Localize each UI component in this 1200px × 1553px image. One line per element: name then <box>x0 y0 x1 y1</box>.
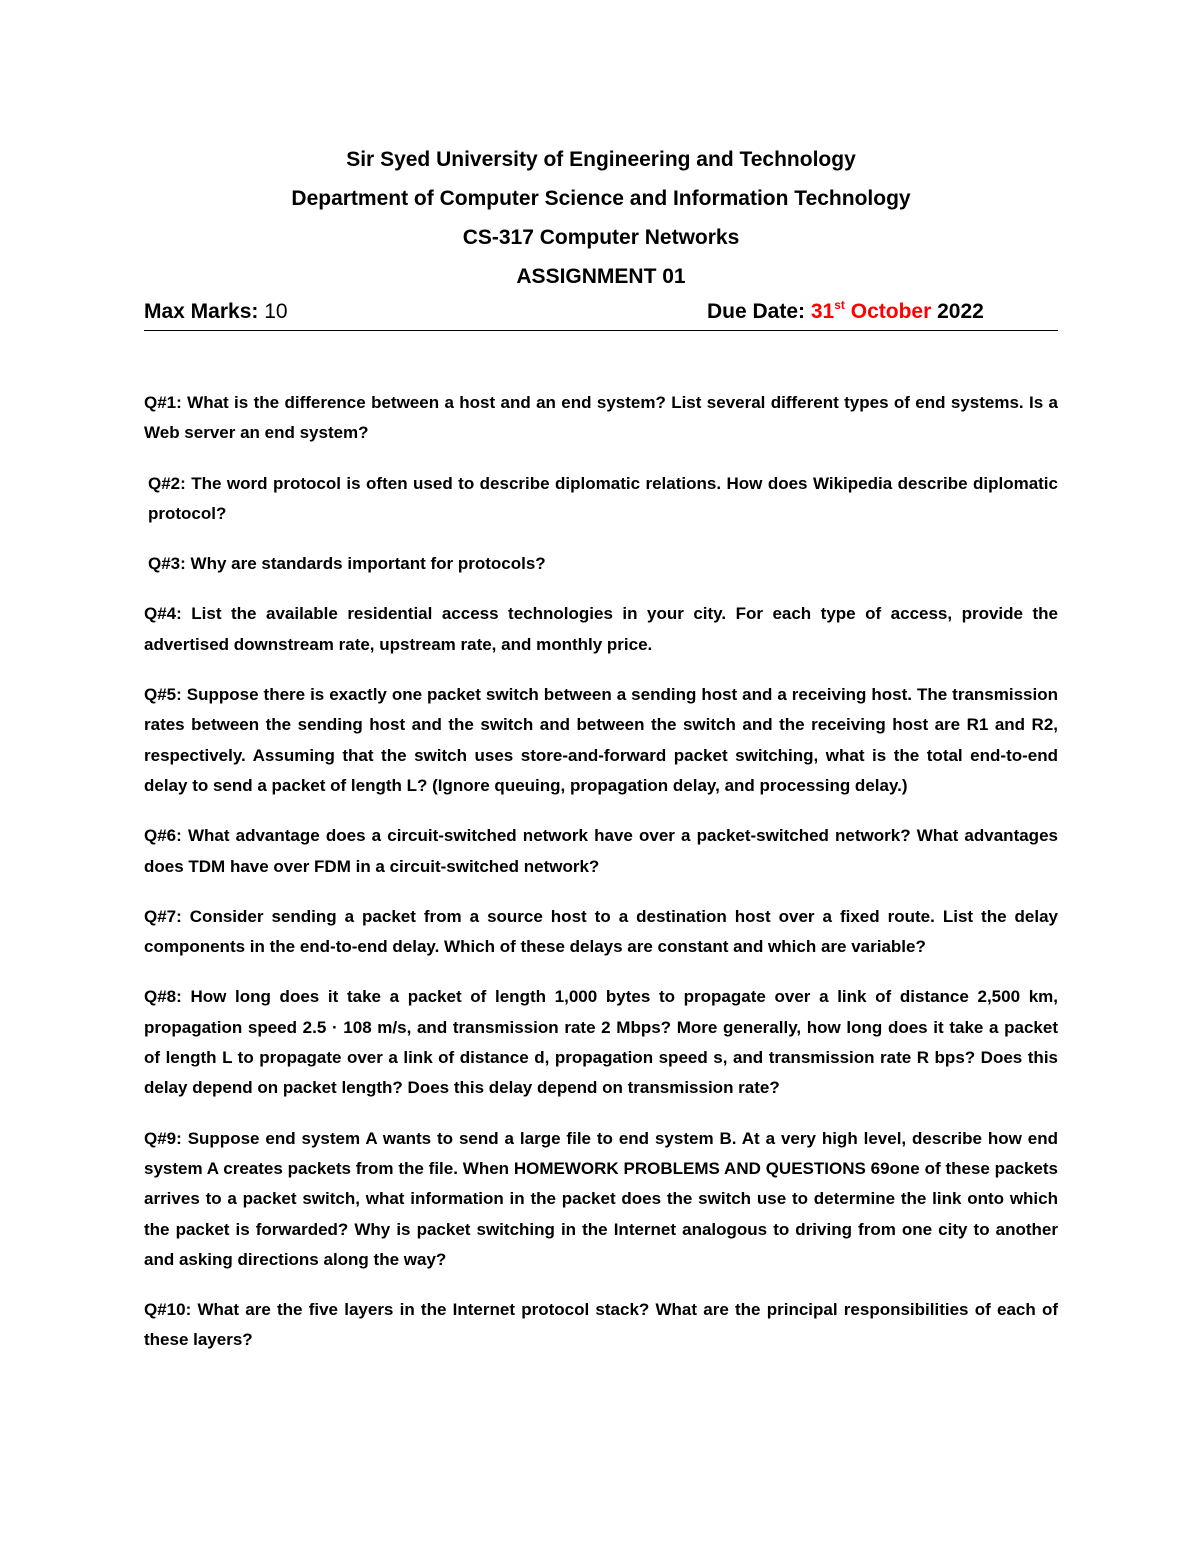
marks-due-row <box>144 298 1058 331</box>
question-text: What are the five layers in the Internet protocol stack? What are the principal responsibilities of each of these layers? <box>144 1300 1059 1350</box>
question-text: Suppose end system A wants to send a large file to end system B. At a very high level, describe how end system A creates packets from the file. When HOMEWORK PROBLEMS AND QUESTIONS 69one of these packets arrives to a packet switch, what information in the packet does the switch use to determine the link onto which the packet is forwarded? Why is packet switching in the Internet analogous to driving from one city to another and asking directions along the way? <box>144 1128 1058 1269</box>
due-day-suffix: st <box>834 298 845 312</box>
question-1 <box>144 388 1058 449</box>
question-text: List the available residential access technologies in your city. For each type of access, provide the advertised downstream rate, upstream rate, and monthly price. <box>144 604 1058 654</box>
question-8 <box>144 982 1058 1103</box>
question-5 <box>144 680 1058 801</box>
question-list <box>144 388 1058 1376</box>
due-month: October <box>850 300 932 323</box>
department-name: Department of Computer Science and Information Technology <box>291 187 911 210</box>
due-day: 31st <box>810 298 845 323</box>
question-label: Q#7: <box>144 906 182 926</box>
question-text: Why are standards important for protocols? <box>190 554 546 574</box>
question-text: How long does it take a packet of length 1,000 bytes to propagate over a link of distance 2,500 km, propagation speed 2.5 · 108 m/s, and transmission rate 2 Mbps? More generally, how long does it take a packet of length L to propagate over a link of distance d, propagation speed s, and transmission rate R bps? Does this delay depend on packet length? Does this delay depend on transmission rate? <box>144 987 1058 1098</box>
assignment-title: ASSIGNMENT 01 <box>516 265 686 288</box>
question-label: Q#2: <box>148 473 186 493</box>
question-label: Q#4: <box>144 604 182 624</box>
question-label: Q#10: <box>144 1300 192 1320</box>
question-text: What is the difference between a host and an end system? List several different types of end systems. Is a Web server an end system? <box>144 393 1058 443</box>
question-3 <box>144 549 1058 579</box>
question-label: Q#9: <box>144 1128 182 1148</box>
university-name: Sir Syed University of Engineering and Technology <box>346 148 856 171</box>
course-title: CS-317 Computer Networks <box>462 226 740 249</box>
question-10 <box>144 1295 1058 1356</box>
max-marks-value: 10 <box>264 300 288 323</box>
question-2 <box>144 469 1058 530</box>
question-6 <box>144 821 1058 882</box>
question-label: Q#8: <box>144 987 182 1007</box>
question-7 <box>144 902 1058 963</box>
question-9 <box>144 1124 1058 1275</box>
max-marks <box>144 300 288 324</box>
question-text: The word protocol is often used to describe diplomatic relations. How does Wikipedia describe diplomatic protocol? <box>148 473 1058 523</box>
question-label: Q#3: <box>148 554 186 574</box>
question-label: Q#1: <box>144 393 182 412</box>
question-4 <box>144 599 1058 660</box>
question-label: Q#5: <box>144 685 182 705</box>
document-header <box>144 142 1058 298</box>
question-text: Consider sending a packet from a source host to a destination host over a fixed route. List the delay components in the end-to-end delay. Which of these delays are constant and which are variable? <box>144 906 1058 957</box>
due-date <box>707 300 984 324</box>
question-text: Suppose there is exactly one packet switch between a sending host and a receiving host. The transmission rates between the sending host and the switch and between the switch and the receiving host are R1 and R2, respectively. Assuming that the switch uses store-and-forward packet switching, what is the total end-to-end delay to send a packet of length L? (Ignore queuing, propagation delay, and processing delay.) <box>144 685 1058 795</box>
due-date-label: Due Date: <box>707 300 806 323</box>
question-label: Q#6: <box>144 826 182 846</box>
due-year: 2022 <box>937 300 984 323</box>
question-text: What advantage does a circuit-switched network have over a packet-switched network? What advantages does TDM have over FDM in a circuit-switched network? <box>144 826 1058 876</box>
max-marks-label: Max Marks: <box>144 300 259 323</box>
